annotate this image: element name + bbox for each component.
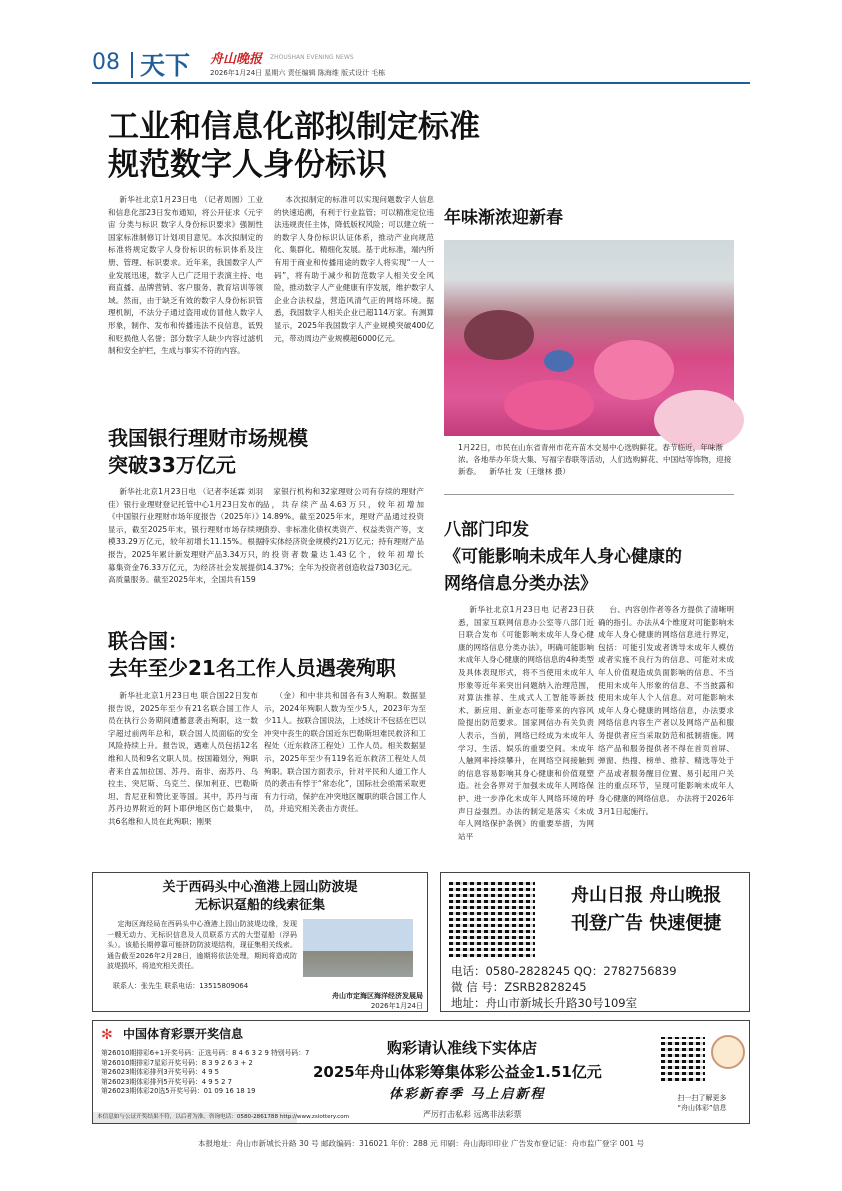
article2-col2: 家银行机构和32家理财公司有存续的理财产品，共存续产品4.63万只，较年初增加14.89%。截至2025年末，理财产品通过投资债券、非标准化债权类资产、权益类资产等，支持实体经济资金规模约21万亿元；持有理财产品的投资者数量达1.43亿个，较年初增长14.37%；全年为投资者创造收益7303亿元。: [262, 487, 424, 572]
lottery-qr-note-line2: “舟山体彩”信息: [677, 1104, 727, 1112]
spring-flower-photo: [444, 240, 734, 436]
photo-caption: [458, 442, 734, 478]
ad-address: 地址：舟山市新城长升路30号109室: [451, 996, 638, 1010]
page-number: 08: [92, 50, 120, 75]
notice-body: 定海区海经局在西码头中心渔港上园山防波堤边缘，发现一艘无动力、无标识信息及人员联系方式的大型趸船（浮码头）。该船长期停靠可能挤防防波堤结构，现征集相关线索。通告截至2026年2月28日，逾期将依法处理，期间将造成防波堤损坏，将追究相关责任。: [107, 920, 297, 971]
ad-line2: 刊登广告 快速便捷: [571, 913, 722, 934]
article4-col1: 新华社北京1月23日电 记者23日获悉，国家互联网信息办公室等八部门近日联合发布《可能影响未成年人身心健康的网络信息分类办法》，明确可能影响未成年人身心健康的网络信息的4种类型及具体表现形式，将不当使用未成年人形象等近年来突出问题纳入治理范围，对算法推荐、生成式人工智能等新技术、新应用、新业态可能带来的内容风险提出防范要求。国家网信办有关负责人表示，当前，网络已经成为未成年人学习、生活、娱乐的重要空间。未成年人触网率持续攀升，在网络空间接触到的信息容易影响其身心健康和价值观塑造。社会各界对于加强未成年人网络保护、进一步净化未成年人网络环境的呼声日益强烈。办法的制定是落实《未成年人网络保护条例》的重要举措，为网站平: [458, 605, 594, 841]
notice-date: 2026年1月24日: [370, 1002, 423, 1010]
lottery-result-row: 第26023期体彩排列5开奖号码：4 9 5 2 7: [101, 1077, 232, 1086]
ad-phone: 电话：0580-2828245 QQ：2782756839: [451, 964, 677, 978]
lottery-results: [101, 1049, 309, 1097]
lottery-slogan: 体彩新春季 马上启新程: [389, 1087, 546, 1102]
lottery-headline1: 购彩请认准线下实体店: [387, 1039, 538, 1057]
article4-headline-line2: 网络信息分类办法》: [444, 574, 597, 594]
lottery-result-row: 第26023期体彩排列3开奖号码：4 9 5: [101, 1068, 220, 1077]
lottery-emblem-icon: [711, 1035, 745, 1069]
article4-headline: [444, 544, 744, 598]
article3-col1: 新华社北京1月23日电 联合国22日发布报告说，2025年至少有21名联合国工作人员在执行公务期间遭蓄意袭击殉职，这一数字超过前两年总和，联合国人员面临的安全风险持续上升。报告说，遇难人员包括12名维和人员和9名文职人员。按国籍划分，殉职者来自孟加拉国、苏丹、南非、南苏丹、乌拉圭、突尼斯、乌克兰、保加利亚、巴勒斯坦、肯尼亚和赞比亚等国。其中，苏丹与南苏丹边界附近的阿卜耶伊地区伤亡最集中，共6名维和人员在此殉职；刚果: [108, 691, 258, 826]
lottery-qr-note: [659, 1093, 745, 1113]
lottery-result-row: 第26010期排彩7星彩开奖号码：8 3 9 2 6 3 + 2: [101, 1058, 253, 1067]
lottery-headline2: 2025年舟山体彩筹集体彩公益金1.51亿元: [313, 1063, 602, 1081]
article2-headline-line2: 突破33万亿元: [108, 453, 236, 477]
article1-col1: 新华社北京1月23日电 （记者周圆）工业和信息化部23日发布通知，将公开征求《元宇宙 分类与标识 数字人身份标识要求》强制性国家标准制修订计划项目意见。本次拟制定的标准将规定数字人身份标识的标识体系及注册、管理、标识要求。近年来，我国数字人产业发展迅速，数字人已广泛用于表演主持、电商直播、品牌营销、客户服务、教育培训等领域。然而，由于缺乏有效的数字人身份标识管理机制，不法分子通过盗用或仿冒他人数字人形象，制作、发布和传播违法不良信息，诋毁和贬损他人名誉；部分数字人缺少内容过滤机制和安全护栏，生成与事实不符的内容。: [108, 195, 263, 356]
lottery-result-row: 第26010期排彩6+1开奖号码：正选号码：8 4 6 3 2 9 特别号码：7: [101, 1049, 310, 1057]
notice-contact: 联系人：张先生 联系电话：13515809064: [113, 982, 249, 990]
article2-headline-line1: 我国银行理财市场规模: [108, 426, 308, 450]
lottery-title: 中国体育彩票开奖信息: [123, 1027, 244, 1041]
paper-logo: 舟山晚报: [210, 52, 263, 67]
lottery-disclaimer: 本信息如与公证开奖结果不符，以后者为准。咨询电话：0580-2861788 http://www.zslottery.com: [93, 1112, 297, 1123]
article4-top-rule: [444, 494, 734, 495]
header-divider: [131, 52, 133, 78]
article1-headline-line2: 规范数字人身份标识: [108, 147, 387, 183]
article4-col2-text: 台、内容创作者等各方提供了清晰明确的指引。办法从4个维度对可能影响未成年人身心健康的网络信息进行界定，包括：可能引发或者诱导未成年人模仿或者实施不良行为的信息、可能对未成年人价值观造成负面影响的信息、不当使用未成年人形象的信息、不当披露和使用未成年人个人信息。对可能影响未成年人身心健康的网络信息，办法要求网络信息内容生产者以及网络产品和服务提供者应当采取防范和抵制措施。网络产品和服务提供者不得在首页首屏、弹窗、热搜、榜单、推荐、精选等处于产品或者服务醒目位置、易引起用户关注的重点环节，呈现可能影响未成年人身心健康的网络信息。: [598, 605, 734, 803]
photo-credit: 新华社 发（王继林 摄）: [489, 467, 570, 476]
ad-box: [440, 872, 750, 1012]
lottery-result-row: 第26023期体彩20选5开奖号码：01 09 16 18 19: [101, 1087, 256, 1096]
notice-title-line2: 无标识趸船的线索征集: [194, 898, 325, 913]
photo-caption-text: 1月22日，市民在山东省青州市花卉苗木交易中心选购鲜花。春节临近，年味渐浓。各地举办年货大集、写福字春联等活动，人们选购鲜花、中国结等饰物，迎接新春。: [458, 443, 732, 476]
paper-logo-en: ZHOUSHAN EVENING NEWS: [270, 54, 354, 61]
notice-org: 舟山市定海区海洋经济发展局: [332, 992, 423, 1000]
notice-box: [92, 872, 428, 1012]
lottery-qr-note-line1: 扫一扫了解更多: [677, 1094, 727, 1102]
lottery-qr-code: [661, 1037, 705, 1081]
article4-col2-last: 办法将于2026年3月1日起施行。: [598, 793, 734, 816]
ad-wechat: 微 信 号：ZSRB2828245: [451, 980, 587, 994]
article3-col2: （金）和中非共和国各有3人殉职。数据显示，2024年殉职人数为至少5人，2023年为至少11人。按联合国说法，上述统计不包括在巴以冲突中丧生的联合国近东巴勒斯坦难民救济和工程处（近东救济工程处）工作人员。相关数据显示，2025年至少有119名近东救济工程处人员殉职。联合国方面表示，针对平民和人道工作人员的袭击有悖于“常态化”，国际社会亟需采取更有力行动，保护在冲突地区履职的联合国工作人员，并追究相关袭击方责任。: [264, 691, 426, 814]
ad-qr-code: [449, 881, 535, 957]
article2-headline: [108, 425, 428, 479]
lottery-logo-icon: ✻: [101, 1027, 113, 1043]
issue-meta: 2026年1月24日 星期六 责任编辑 陈海维 版式设计 毛栋: [210, 69, 386, 77]
section-name: 天下: [140, 51, 191, 80]
article4-headline-line1: 《可能影响未成年人身心健康的: [444, 547, 682, 567]
article3-headline-line1: 联合国：: [108, 629, 188, 653]
page-footer: 本报地址：舟山市新城长升路 30 号 邮政编码：316021 年价：288 元 印刷：舟山海印印业 广告发布登记证：舟市监广登字 001 号: [197, 1139, 645, 1148]
header-rule: [92, 82, 750, 84]
ad-line1: 舟山日报 舟山晚报: [571, 885, 722, 906]
article1-headline: [108, 108, 558, 184]
notice-photo: [303, 919, 413, 977]
article4-col2: [598, 604, 734, 862]
lottery-box: [92, 1020, 750, 1124]
notice-title-line1: 关于西码头中心渔港上园山防波堤: [162, 880, 358, 895]
article4-kicker: 八部门印发: [444, 520, 529, 540]
article3-headline: [108, 628, 438, 682]
article1-col2: 本次拟制定的标准可以实现问题数字人信息的快速追溯，有利于行业监管；可以精准定位违法违规责任主体，降低版权风险；可以建立统一的数字人身份标识认证体系，推动产业向规范化、集群化、精细化发展。基于此标准，端内所有用于商业和传播用途的数字人将实现“一人一码”，将有助于减少和防范数字人相关安全风险，推动数字人产业健康有序发展，维护数字人企业合法权益，营造风清气正的网络环境。据悉，我国数字人相关企业已超114万家。有测算显示，2025年我国数字人产业规模突破400亿元，带动周边产业规模超6000亿元。: [274, 195, 434, 343]
lottery-tagline: 严厉打击私彩 远离非法彩票: [423, 1110, 522, 1119]
article2-col1: 新华社北京1月23日电 （记者李延霖 刘羽佳）银行业理财登记托管中心1月23日发布的《中国银行业理财市场年度报告（2025年）》显示，截至2025年末，银行理财市场存续规模33.29万亿元，较年初增长11.15%。根据报告，2025年累计新发理财产品3.34万只，募集资金76.33万亿元，为经济社会发展提供高质量服务。截至2025年末，全国共有159: [108, 487, 263, 585]
article1-headline-line1: 工业和信息化部拟制定标准: [108, 109, 480, 145]
article3-headline-line2: 去年至少21名工作人员遇袭殉职: [108, 656, 396, 680]
photo-title: 年味渐浓迎新春: [444, 208, 563, 228]
